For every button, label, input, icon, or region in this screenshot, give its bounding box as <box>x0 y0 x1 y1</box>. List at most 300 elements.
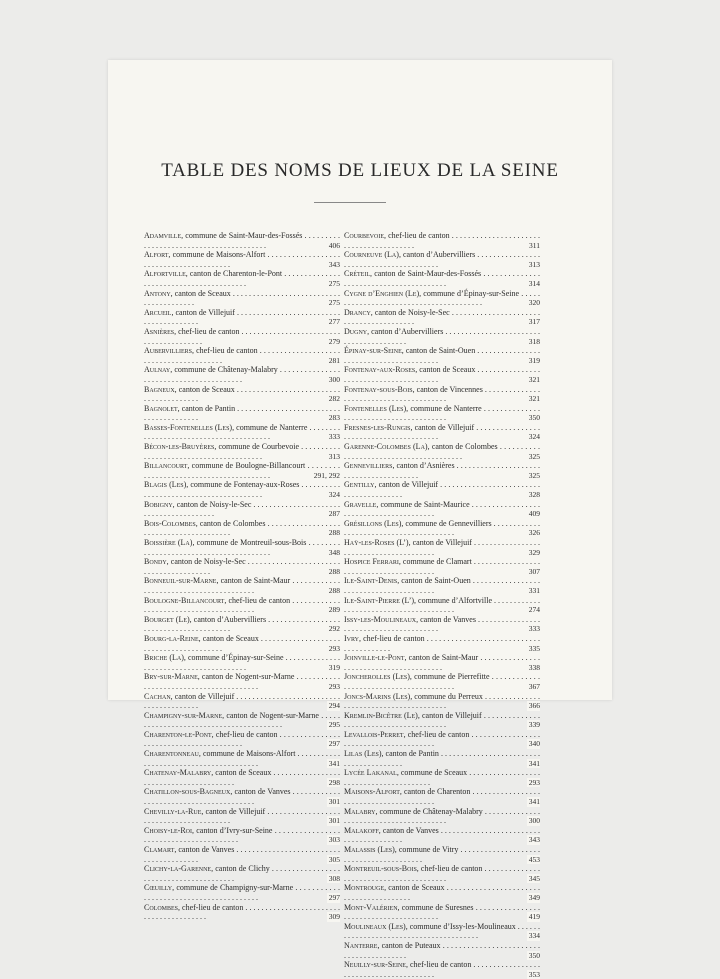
place-name: Bagneux <box>144 384 175 394</box>
place-description: , commune de Pierrefitte <box>409 672 490 682</box>
index-entry <box>344 423 540 442</box>
page-number: 295 <box>328 720 340 730</box>
place-description: , canton de Nogent-sur-Marne <box>222 710 319 720</box>
page-number: 325 <box>528 470 540 480</box>
place-name: Arcueil <box>144 307 172 317</box>
dot-leader: . . . . . . . . . . . . . . . . . . . . . . . . . . . . . . . . . . . . . . . . <box>344 787 541 807</box>
page-number: 288 <box>328 566 340 576</box>
place-name: Fontenay-sous-Bois <box>344 384 413 394</box>
index-entry <box>144 711 340 730</box>
page-number: 307 <box>528 566 540 576</box>
page-number: 303 <box>328 835 340 845</box>
dot-leader: . . . . . . . . . . . . . . . . . . . . . . . . . . . . . . . . . . . . . . . . <box>144 845 340 864</box>
index-entry <box>344 634 540 653</box>
page-number: 313 <box>528 259 540 269</box>
page-number: 367 <box>528 681 540 691</box>
dot-leader: . . . . . . . . . . . . . . . . . . . . . . . . . . . . . . . . . . . . . . . . <box>144 902 341 922</box>
place-description: , commune de Sceaux <box>396 768 468 778</box>
index-entry <box>144 768 340 787</box>
dot-leader: . . . . . . . . . . . . . . . . . . . . . . . . . . . . . . . . . . . . . . . . <box>344 538 541 557</box>
page-number: 301 <box>328 797 340 807</box>
page-number: 320 <box>528 298 540 308</box>
place-description: , commune de Suresnes <box>397 902 474 912</box>
place-description: , canton de Pantin <box>381 749 439 759</box>
place-description: , canton de Pantin <box>177 403 236 413</box>
dot-leader: . . . . . . . . . . . . . . . . . . . . . . . . . . . . . . . . . . . . . . . . <box>344 729 540 749</box>
dot-leader: . . . . . . . . . . . . . . . . . . . . . . . . . . . . . . . . . . . . . . . . <box>144 672 341 691</box>
dot-leader: . . . . . . . . . . . . . . . . . . . . . . . . . . . . . . . . . . . . . . . . <box>344 806 541 826</box>
place-description: , commune de Nanterre <box>406 403 482 413</box>
index-entry <box>144 461 340 480</box>
dot-leader: . . . . . . . . . . . . . . . . . . . . . . . . . . . . . . . . . . . . . . . . <box>344 384 541 404</box>
dot-leader: . . . . . . . . . . . . . . . . . . . . . . . . . . . . . . . . . . . . . . . . <box>344 845 541 864</box>
page-number: 453 <box>528 854 540 864</box>
place-name: Alfortville <box>144 269 186 279</box>
page-number: 328 <box>528 490 540 500</box>
page-number: 340 <box>528 739 540 749</box>
place-name: Boissière (La) <box>144 538 193 547</box>
place-description: , commune de Châtenay-Malabry <box>375 806 483 816</box>
page-number: 366 <box>528 701 540 711</box>
place-name: Gennevilliers <box>344 461 393 471</box>
dot-leader: . . . . . . . . . . . . . . . . . . . . . . . . . . . . . . . . . . . . . . . . <box>344 288 541 308</box>
place-description: , canton de Noisy-le-Sec <box>172 499 252 509</box>
page-number: 283 <box>328 413 340 423</box>
place-description: , chef-lieu de canton <box>384 231 450 240</box>
page-number: 277 <box>328 317 340 327</box>
page-number: 293 <box>528 777 540 787</box>
place-description: , chef-lieu de canton <box>211 729 278 739</box>
place-name: Malabry <box>344 806 376 816</box>
place-name: Cœuilly <box>144 883 173 893</box>
place-description: , chef-lieu de canton <box>405 960 472 970</box>
index-entry <box>144 653 340 672</box>
page-number: 339 <box>528 720 540 730</box>
page-number: 318 <box>528 336 540 346</box>
dot-leader: . . . . . . . . . . . . . . . . . . . . . . . . . . . . . . . . . . . . . . . . <box>144 269 340 288</box>
dot-leader: . . . . . . . . . . . . . . . . . . . . . . . . . . . . . . . . . . . . . . . . <box>144 710 340 730</box>
place-name: Joinville-le-Pont <box>344 653 405 663</box>
dot-leader: . . . . . . . . . . . . . . . . . . . . . . . . . . . . . . . . . . . . . . . . <box>344 250 540 269</box>
place-name: Hospice Ferrari <box>344 557 399 567</box>
title-divider <box>314 202 386 203</box>
place-description: , canton de Villejuif <box>410 422 475 432</box>
place-name: Nanterre <box>344 940 378 950</box>
place-name: Basses-Fontenelles (Les) <box>144 422 233 432</box>
place-description: , chef-lieu de canton <box>359 633 425 643</box>
dot-leader: . . . . . . . . . . . . . . . . . . . . . . . . . . . . . . . . . . . . . . . . <box>344 921 541 941</box>
index-entry <box>344 826 540 845</box>
place-description: , canton de Sceaux <box>174 384 235 394</box>
index-entry <box>144 615 340 634</box>
place-name: Lycée Lakanal <box>344 768 397 778</box>
index-entry <box>344 308 540 327</box>
place-description: , commune de Clamart <box>398 557 472 567</box>
place-description: , canton de Charenton-le-Pont <box>185 269 283 279</box>
place-description: , canton de Vanves <box>174 845 235 854</box>
index-entry <box>344 672 540 691</box>
index-entry <box>344 730 540 749</box>
place-description: , canton de Noisy-le-Sec <box>370 307 450 317</box>
dot-leader: . . . . . . . . . . . . . . . . . . . . . . . . . . . . . . . . . . . . . . . . <box>144 346 340 365</box>
page-number: 293 <box>328 643 340 653</box>
place-name: Champigny-sur-Marne <box>144 710 223 720</box>
page-number: 291, 292 <box>313 470 340 480</box>
place-name: Colombes <box>144 902 179 912</box>
index-entry <box>144 634 340 653</box>
index-entry <box>144 538 340 557</box>
place-description: , commune de Nanterre <box>232 422 308 432</box>
index-entry <box>144 250 340 269</box>
place-description: , canton de Vanves <box>378 825 439 835</box>
page-number: 353 <box>528 969 540 979</box>
place-name: Créteil <box>344 269 370 279</box>
index-column-right <box>344 231 540 979</box>
place-name: Chatenay-Malabry <box>144 768 212 778</box>
dot-leader: . . . . . . . . . . . . . . . . . . . . . . . . . . . . . . . . . . . . . . . . <box>144 442 341 461</box>
place-name: Courbevoie <box>344 231 384 240</box>
dot-leader: . . . . . . . . . . . . . . . . . . . . . . . . . . . . . . . . . . . . . . . . <box>344 864 540 883</box>
dot-leader: . . . . . . . . . . . . . . . . . . . . . . . . . . . . . . . . . . . . . . . . <box>144 326 341 346</box>
page-number: 326 <box>528 528 540 538</box>
place-description: , canton de Vanves <box>416 614 476 624</box>
index-entry <box>144 231 340 250</box>
index-entry <box>344 519 540 538</box>
page-number: 289 <box>328 605 340 615</box>
dot-leader: . . . . . . . . . . . . . . . . . . . . . . . . . . . . . . . . . . . . . . . . <box>344 365 541 384</box>
page-number: 301 <box>328 816 340 826</box>
page-number: 345 <box>528 873 540 883</box>
index-entry <box>144 596 340 615</box>
page-number: 300 <box>528 816 540 826</box>
index-entry <box>144 308 340 327</box>
page-number: 282 <box>328 394 340 404</box>
dot-leader: . . . . . . . . . . . . . . . . . . . . . . . . . . . . . . . . . . . . . . . . <box>144 595 340 615</box>
page-number: 333 <box>528 624 540 634</box>
index-entry <box>144 365 340 384</box>
index-entry <box>344 327 540 346</box>
dot-leader: . . . . . . . . . . . . . . . . . . . . . . . . . . . . . . . . . . . . . . . . <box>344 653 541 672</box>
place-description: , commune de Champigny-sur-Marne <box>172 883 294 893</box>
index-entry <box>344 404 540 423</box>
place-name: Boulogne-Billancourt <box>144 595 225 605</box>
index-entry <box>344 787 540 806</box>
place-name: Choisy-le-Roi <box>144 825 192 835</box>
place-description: , canton d’Aubervilliers <box>398 250 476 260</box>
dot-leader: . . . . . . . . . . . . . . . . . . . . . . . . . . . . . . . . . . . . . . . . <box>144 538 341 557</box>
place-name: Grésillons (Les) <box>344 518 402 528</box>
dot-leader: . . . . . . . . . . . . . . . . . . . . . . . . . . . . . . . . . . . . . . . . <box>344 499 541 519</box>
place-name: Bobigny <box>144 499 173 509</box>
index-column-left <box>144 231 340 922</box>
place-name: Kremlin-Bicêtre (Le) <box>344 710 418 720</box>
place-name: Drancy <box>344 307 371 317</box>
place-description: , canton de Vincennes <box>412 384 483 394</box>
place-description: , canton de Sceaux <box>170 288 231 298</box>
dot-leader: . . . . . . . . . . . . . . . . . . . . . . . . . . . . . . . . . . . . . . . . <box>144 633 340 653</box>
place-name: Asnières <box>144 326 175 336</box>
place-name: Bourget (Le) <box>144 614 190 624</box>
index-entry <box>344 807 540 826</box>
index-entry <box>344 269 540 288</box>
place-name: Bois-Colombes <box>144 518 196 528</box>
page-number: 297 <box>328 739 340 749</box>
dot-leader: . . . . . . . . . . . . . . . . . . . . . . . . . . . . . . . . . . . . . . . . <box>144 653 341 672</box>
index-entry <box>144 519 340 538</box>
dot-leader: . . . . . . . . . . . . . . . . . . . . . . . . . . . . . . . . . . . . . . . . <box>344 576 541 595</box>
page-number: 319 <box>328 662 340 672</box>
dot-leader: . . . . . . . . . . . . . . . . . . . . . . . . . . . . . . . . . . . . . . . . <box>344 614 540 634</box>
place-description: , canton de Villejuif <box>170 691 235 701</box>
place-description: , commune de Boulogne-Billancourt <box>187 461 306 471</box>
place-name: Billancourt <box>144 461 188 471</box>
index-entry <box>344 500 540 519</box>
dot-leader: . . . . . . . . . . . . . . . . . . . . . . . . . . . . . . . . . . . . . . . . <box>344 422 540 442</box>
dot-leader: . . . . . . . . . . . . . . . . . . . . . . . . . . . . . . . . . . . . . . . . <box>144 787 340 807</box>
page-number: 309 <box>328 912 340 922</box>
dot-leader: . . . . . . . . . . . . . . . . . . . . . . . . . . . . . . . . . . . . . . . . <box>344 960 540 979</box>
index-entry <box>144 883 340 902</box>
page-number: 319 <box>528 355 540 365</box>
place-description: , canton d’Ivry-sur-Seine <box>192 825 273 835</box>
dot-leader: . . . . . . . . . . . . . . . . . . . . . . . . . . . . . . . . . . . . . . . . <box>344 749 541 768</box>
page-number: 329 <box>528 547 540 557</box>
place-description: , chef-lieu de canton <box>174 326 240 336</box>
place-description: , canton de Villejuif <box>417 710 482 720</box>
dot-leader: . . . . . . . . . . . . . . . . . . . . . . . . . . . . . . . . . . . . . . . . <box>344 442 541 461</box>
dot-leader: . . . . . . . . . . . . . . . . . . . . . . . . . . . . . . . . . . . . . . . . <box>144 518 340 538</box>
dot-leader: . . . . . . . . . . . . . . . . . . . . . . . . . . . . . . . . . . . . . . . . <box>344 710 541 730</box>
index-entry <box>344 653 540 672</box>
place-name: Fontenelles (Les) <box>344 403 407 413</box>
index-entry <box>144 787 340 806</box>
place-description: , canton de Saint-Ouen <box>401 346 476 356</box>
place-description: , commune de Vitry <box>394 845 459 854</box>
place-description: , canton de Noisy-le-Sec <box>166 557 246 567</box>
dot-leader: . . . . . . . . . . . . . . . . . . . . . . . . . . . . . . . . . . . . . . . . <box>344 595 541 615</box>
place-description: , canton de Saint-Maur-des-Fossés <box>370 269 482 279</box>
index-entry <box>344 941 540 960</box>
page-number: 338 <box>528 662 540 672</box>
dot-leader: . . . . . . . . . . . . . . . . . . . . . . . . . . . . . . . . . . . . . . . . <box>144 461 340 480</box>
place-description: , canton de Sceaux <box>211 768 272 778</box>
place-name: Dugny <box>344 326 368 336</box>
place-description: , canton d’Aubervilliers <box>189 614 267 624</box>
page-number: 321 <box>528 374 540 384</box>
index-entry <box>144 672 340 691</box>
dot-leader: . . . . . . . . . . . . . . . . . . . . . . . . . . . . . . . . . . . . . . . . <box>144 576 341 595</box>
dot-leader: . . . . . . . . . . . . . . . . . . . . . . . . . . . . . . . . . . . . . . . . <box>344 940 541 960</box>
place-name: Épinay-sur-Seine <box>344 346 402 356</box>
dot-leader: . . . . . . . . . . . . . . . . . . . . . . . . . . . . . . . . . . . . . . . . <box>144 557 341 576</box>
dot-leader: . . . . . . . . . . . . . . . . . . . . . . . . . . . . . . . . . . . . . . . . <box>344 461 541 480</box>
dot-leader: . . . . . . . . . . . . . . . . . . . . . . . . . . . . . . . . . . . . . . . . <box>344 883 541 902</box>
index-entry <box>344 480 540 499</box>
index-entry <box>144 576 340 595</box>
index-entry <box>344 385 540 404</box>
place-name: Bourg-la-Reine <box>144 633 199 643</box>
place-name: Clichy-la-Garenne <box>144 864 212 874</box>
place-description: , canton de Saint-Maur <box>216 576 291 586</box>
page-number: 341 <box>528 797 540 807</box>
index-entry <box>344 883 540 902</box>
place-name: Chatillon-sous-Bagneux <box>144 787 231 797</box>
place-name: Chevilly-la-Rue <box>144 806 202 816</box>
page-number: 350 <box>528 413 540 423</box>
place-name: Ile-Saint-Denis <box>344 576 398 586</box>
index-entry <box>144 730 340 749</box>
place-name: Lilas (Les) <box>344 749 382 759</box>
page-number: 274 <box>528 605 540 615</box>
place-description: , canton de Villejuif <box>374 480 439 490</box>
dot-leader: . . . . . . . . . . . . . . . . . . . . . . . . . . . . . . . . . . . . . . . . <box>344 557 541 576</box>
page-number: 293 <box>328 681 340 691</box>
place-name: Montreuil-sous-Bois <box>344 864 417 874</box>
dot-leader: . . . . . . . . . . . . . . . . . . . . . . . . . . . . . . . . . . . . . . . . <box>144 499 341 519</box>
page-number: 325 <box>528 451 540 461</box>
index-entry <box>344 749 540 768</box>
dot-leader: . . . . . . . . . . . . . . . . . . . . . . . . . . . . . . . . . . . . . . . . <box>344 307 541 327</box>
page-number: 288 <box>328 585 340 595</box>
page-number: 281 <box>328 355 340 365</box>
place-name: Clamart <box>144 845 175 854</box>
page-number: 350 <box>528 950 540 960</box>
place-description: , commune de Montreuil-sous-Bois <box>192 538 307 547</box>
index-entry <box>344 289 540 308</box>
index-entry <box>144 289 340 308</box>
place-description: , canton de Colombes <box>427 442 498 452</box>
index-entry <box>144 423 340 442</box>
page-number: 311 <box>529 240 540 250</box>
page-number: 308 <box>328 873 340 883</box>
index-entry <box>144 807 340 826</box>
index-entry <box>344 615 540 634</box>
dot-leader: . . . . . . . . . . . . . . . . . . . . . . . . . . . . . . . . . . . . . . . . <box>344 672 541 691</box>
page-number: 317 <box>528 317 540 327</box>
index-entry <box>344 864 540 883</box>
place-name: Blagis (Les) <box>144 480 187 490</box>
dot-leader: . . . . . . . . . . . . . . . . . . . . . . . . . . . . . . . . . . . . . . . . <box>344 633 540 653</box>
place-description: , canton de Sceaux <box>384 883 445 893</box>
place-description: , commune du Perreux <box>410 691 483 701</box>
place-name: Malakoff <box>344 825 379 835</box>
page-number: 298 <box>328 777 340 787</box>
place-description: , commune de Maisons-Alfort <box>198 749 296 759</box>
dot-leader: . . . . . . . . . . . . . . . . . . . . . . . . . . . . . . . . . . . . . . . . <box>144 749 340 768</box>
page-number: 313 <box>328 451 340 461</box>
place-description: , chef-lieu de canton <box>191 346 258 356</box>
dot-leader: . . . . . . . . . . . . . . . . . . . . . . . . . . . . . . . . . . . . . . . . <box>144 864 340 883</box>
index-entry <box>344 557 540 576</box>
page-number: 331 <box>528 585 540 595</box>
index-entry <box>144 845 340 864</box>
place-name: Cygne d’Enghien (Le) <box>344 288 420 298</box>
dot-leader: . . . . . . . . . . . . . . . . . . . . . . . . . . . . . . . . . . . . . . . . <box>144 691 340 711</box>
index-entry <box>144 826 340 845</box>
place-name: Bécon-les-Bruyères <box>144 442 215 452</box>
index-entry <box>144 346 340 365</box>
page-number: 279 <box>328 336 340 346</box>
page-number: 343 <box>328 259 340 269</box>
dot-leader: . . . . . . . . . . . . . . . . . . . . . . . . . . . . . . . . . . . . . . . . <box>144 365 341 384</box>
dot-leader: . . . . . . . . . . . . . . . . . . . . . . . . . . . . . . . . . . . . . . . . <box>344 346 541 365</box>
page-number: 321 <box>528 394 540 404</box>
index-entry <box>344 231 540 250</box>
page-number: 300 <box>328 374 340 384</box>
place-name: Neuilly-sur-Seine <box>344 960 406 970</box>
place-name: Bondy <box>144 557 167 567</box>
page-number: 314 <box>528 278 540 288</box>
place-name: Malassis (Les) <box>344 845 395 854</box>
place-description: , canton de Saint-Ouen <box>397 576 471 586</box>
index-entry <box>344 922 540 941</box>
place-description: , commune de Saint-Maurice <box>376 499 470 509</box>
page-number: 335 <box>528 643 540 653</box>
index-entry <box>344 903 540 922</box>
dot-leader: . . . . . . . . . . . . . . . . . . . . . . . . . . . . . . . . . . . . . . . . <box>144 614 341 634</box>
place-description: , chef-lieu de canton <box>403 729 470 739</box>
place-description: , commune de Châtenay-Malabry <box>170 365 278 375</box>
place-description: , commune de Maisons-Alfort <box>168 250 266 260</box>
place-name: Haÿ-les-Roses (L’) <box>344 538 409 547</box>
dot-leader: . . . . . . . . . . . . . . . . . . . . . . . . . . . . . . . . . . . . . . . . <box>344 269 541 288</box>
place-description: , chef-lieu de canton <box>178 902 244 912</box>
index-entry <box>344 768 540 787</box>
place-description: , canton de Colombes <box>195 518 266 528</box>
dot-leader: . . . . . . . . . . . . . . . . . . . . . . . . . . . . . . . . . . . . . . . . <box>144 231 340 250</box>
place-description: , commune de Courbevoie <box>214 442 300 452</box>
document-page <box>108 60 612 979</box>
page-number: 406 <box>328 240 340 250</box>
place-description: , canton de Vanves <box>230 787 291 797</box>
place-description: , commune d’Alfortville <box>414 595 493 605</box>
index-entry <box>344 365 540 384</box>
place-description: , commune d’Épinay-sur-Seine <box>419 288 520 298</box>
dot-leader: . . . . . . . . . . . . . . . . . . . . . . . . . . . . . . . . . . . . . . . . <box>144 729 340 749</box>
index-entry <box>344 538 540 557</box>
page-number: 333 <box>328 432 340 442</box>
dot-leader: . . . . . . . . . . . . . . . . . . . . . . . . . . . . . . . . . . . . . . . . <box>344 326 541 346</box>
place-name: Courneuve (La) <box>344 250 399 260</box>
place-name: Charentonneau <box>144 749 199 759</box>
place-name: Mont-Valérien <box>344 902 398 912</box>
index-entry <box>144 442 340 461</box>
page-number: 275 <box>328 278 340 288</box>
place-name: Maisons-Alfort <box>344 787 400 797</box>
place-description: , commune de Saint-Maur-des-Fossés <box>181 231 303 240</box>
page-number: 341 <box>528 758 540 768</box>
dot-leader: . . . . . . . . . . . . . . . . . . . . . . . . . . . . . . . . . . . . . . . . <box>344 691 540 711</box>
place-description: , canton d’Aubervilliers <box>367 326 444 336</box>
index-entry <box>344 576 540 595</box>
place-name: Bagnolet <box>144 403 178 413</box>
place-description: , canton de Villejuif <box>408 538 472 547</box>
page-title: TABLE DES NOMS DE LIEUX DE LA SEINE <box>161 160 559 181</box>
index-entry <box>144 269 340 288</box>
place-description: , commune de Fontenay-aux-Roses <box>186 480 300 490</box>
dot-leader: . . . . . . . . . . . . . . . . . . . . . . . . . . . . . . . . . . . . . . . . <box>144 422 340 442</box>
dot-leader: . . . . . . . . . . . . . . . . . . . . . . . . . . . . . . . . . . . . . . . . <box>144 480 341 500</box>
page-number: 348 <box>328 547 340 557</box>
page-number: 341 <box>328 758 340 768</box>
dot-leader: . . . . . . . . . . . . . . . . . . . . . . . . . . . . . . . . . . . . . . . . <box>144 288 341 308</box>
dot-leader: . . . . . . . . . . . . . . . . . . . . . . . . . . . . . . . . . . . . . . . . <box>344 825 540 845</box>
place-description: , canton de Nogent-sur-Marne <box>197 672 295 682</box>
page-number: 324 <box>528 432 540 442</box>
index-entry <box>144 903 340 922</box>
place-name: Cachan <box>144 691 171 701</box>
place-name: Briche (La) <box>144 653 184 663</box>
